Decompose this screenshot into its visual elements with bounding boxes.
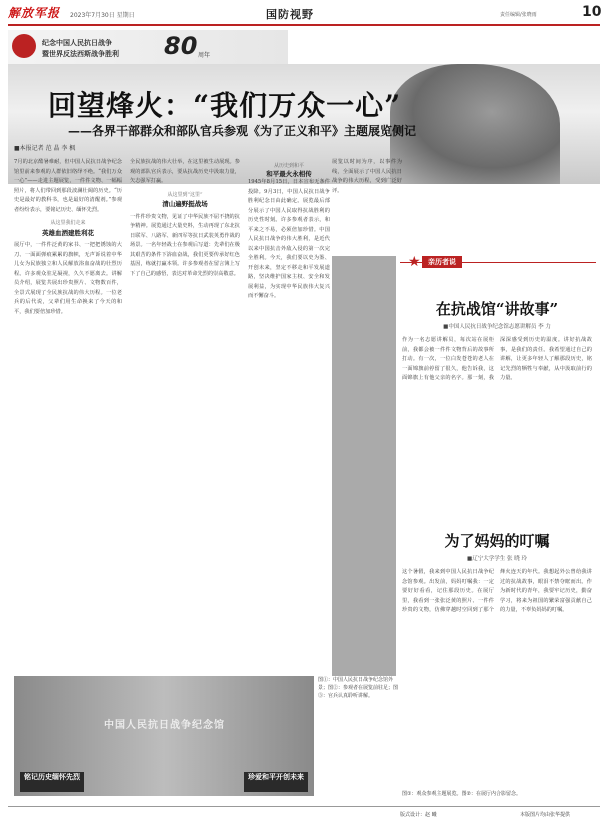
- sub-headline: ——各界干部群众和部队官兵参观《为了正义和平》主题展览侧记: [68, 124, 417, 138]
- newspaper-logo: 解放军报: [8, 6, 61, 20]
- editor-credit: 责任编辑/张晓雨: [500, 12, 537, 18]
- article-2-text: 这个暑假，我来到中国人民抗日战争纪念馆参观。出发前，妈妈叮嘱我：一定要好好看看，记住那段历史。在展厅里，我看到一张张泛黄的照片、一件件珍贵的文物，仿佛穿越时空回到了那个烽火连天的年代。我想起外公曾给我讲过的抗战故事，眼泪不禁夺眶而出。作为新时代的青年，我要牢记历史，勤奋学习，将来为祖国的繁荣富强贡献自己的力量，不辜负妈妈的叮嘱。: [402, 569, 592, 613]
- column-3-text: 1945年8月15日，日本宣布无条件投降。9月3日，中国人民抗日战争胜利纪念日由此确定。展览最后部分展示了中国人民取得抗战胜利的历史性时刻。许多参观者表示，和平来之不易，必须倍加珍惜。中国人民抗日战争的伟大胜利，是近代以来中国抗击外敌入侵的第一次完全胜利。今天，我们要以史为鉴、开创未来，坚定不移走和平发展道路，坚决维护国家主权、安全和发展利益，为实现中华民族伟大复兴而不懈奋斗。: [248, 179, 330, 299]
- slogan-right: 珍爱和平开创未来: [244, 772, 308, 792]
- section-title: 国防视野: [266, 8, 314, 21]
- article-byline: ■本报记者 范 晶 李 枫: [14, 145, 76, 152]
- issue-date: 2023年7月30日 星期日: [70, 12, 135, 19]
- banner-line-2: 暨世界反法西斯战争胜利: [42, 50, 119, 58]
- column-4: [332, 158, 402, 248]
- column-3-section-tag: 从历史到和平: [273, 163, 304, 169]
- column-2-section-head: [130, 191, 240, 210]
- footer-caption: 图①：观众参观主题展览。图②：在展厅内合影留念。: [402, 791, 521, 797]
- column-3: [248, 178, 330, 738]
- column-2-section-tag: 从这里到“这里”: [167, 191, 203, 198]
- footer-credit: 本版图片均由张华提供: [520, 812, 571, 818]
- column-1-section-head: [14, 219, 122, 238]
- column-1-text: 展厅中，一件件泛黄的家书、一把把锈蚀的大刀、一面面弹痕累累的旗帜，无声诉说着中华儿女为民族独立和人民解放浴血奋战的壮烈历程。许多观众驻足凝视，久久不愿离去。讲解员介绍，展览共展出珍贵照片、文物数百件，全景式展现了全民族抗战的伟大历程。一位老兵的后代说，父辈们用生命换来了今天的和平，我们要倍加珍惜。: [14, 242, 122, 315]
- footer-divider: [8, 806, 600, 807]
- column-4-text: 展览以时间为序，以事件为线，全面展示了中国人民抗日战争的伟大历程，受到广泛好评。: [332, 159, 402, 194]
- column-2-text: 一件件珍贵文物，见证了中华民族不屈不挠的抗争精神。展览通过大量史料，生动再现了东北抗日联军、八路军、新四军等抗日武装英勇作战的场景。一名年轻战士在参观后写道：先辈们在极其艰苦的条件下浴血奋战，我们更要传承好红色基因，练就打赢本领。许多参观者在留言簿上写下了自己的感悟，表达对革命先烈的崇高敬意。: [130, 213, 240, 277]
- footer-proof: 版式设计：赵 曦: [400, 812, 437, 818]
- photo-caption: 图①：中国人民抗日战争纪念馆外景；图②：参观者在展览前驻足；图③：官兵认真聆听讲解。: [318, 677, 399, 699]
- column-2-intro: 全民族抗战的伟大壮举，在这里被生动展现。参观的部队官兵表示，要从抗战历史中汲取力量，矢志强军打赢。: [130, 159, 240, 184]
- column-3-section-title: 和平最火永相传: [266, 170, 312, 178]
- article-2-byline: ■辽宁大学学生 张 晓 玲: [467, 556, 527, 562]
- witness-ribbon: [400, 256, 596, 270]
- column-3-section-head: [248, 162, 330, 178]
- banner-line-1: 纪念中国人民抗日战争: [42, 39, 112, 47]
- main-headline: 回望烽火：“我们万众一心”: [48, 89, 402, 122]
- column-1-section-title: 英雄血洒建胜利花: [42, 228, 94, 237]
- article-1-byline: ■中国人民抗日战争纪念馆志愿讲解员 李 力: [443, 324, 551, 330]
- emblem-icon: [12, 34, 36, 58]
- article-2-title: 为了妈妈的叮嘱: [444, 532, 550, 550]
- column-1-section-tag: 从这里我们走来: [50, 220, 86, 226]
- column-2-section-title: 清山遍野挺战场: [162, 200, 208, 208]
- masthead: [8, 4, 600, 26]
- slogan-left: 铭记历史缅怀先烈: [20, 772, 84, 792]
- memorial-photo-label: 中国人民抗日战争纪念馆: [104, 720, 225, 731]
- banner-anniversary-suffix: 周年: [198, 52, 211, 59]
- article-1-title: 在抗战馆“讲故事”: [435, 300, 559, 318]
- column-1-intro: 7月的北京酷暑难耐，但中国人民抗日战争纪念馆里前来参观的人群依旧络绎不绝。“我们万众一心”——走进主题展览，一件件文物、一幅幅照片，将人们带回到那段波澜壮阔的历史。“历史是最好的教科书，也是最好的清醒剂。”参观者纷纷表示，要铭记历史、缅怀先烈。: [14, 159, 122, 213]
- article-1-text: 作为一名志愿讲解员，每次站在展柜前，我都会被一件件文物背后的故事所打动。有一次，一位白发苍苍的老人在一面锦旗前停留了很久，他告诉我，这面锦旗上有他父亲的名字。那一刻，我深深感受到历史的温度。讲好抗战故事，是我们的责任。我希望通过自己的讲解，让更多年轻人了解那段历史，铭记先烈的牺牲与奉献，从中汲取前行的力量。: [402, 337, 592, 381]
- page-number: 10: [582, 4, 602, 20]
- star-icon: ★: [408, 254, 421, 270]
- flag-photo: [332, 256, 396, 676]
- anniversary-banner: [8, 30, 288, 64]
- memorial-photo: [14, 676, 314, 796]
- banner-anniversary-number: 80: [164, 32, 198, 60]
- ribbon-label: 亲历者说: [422, 256, 462, 268]
